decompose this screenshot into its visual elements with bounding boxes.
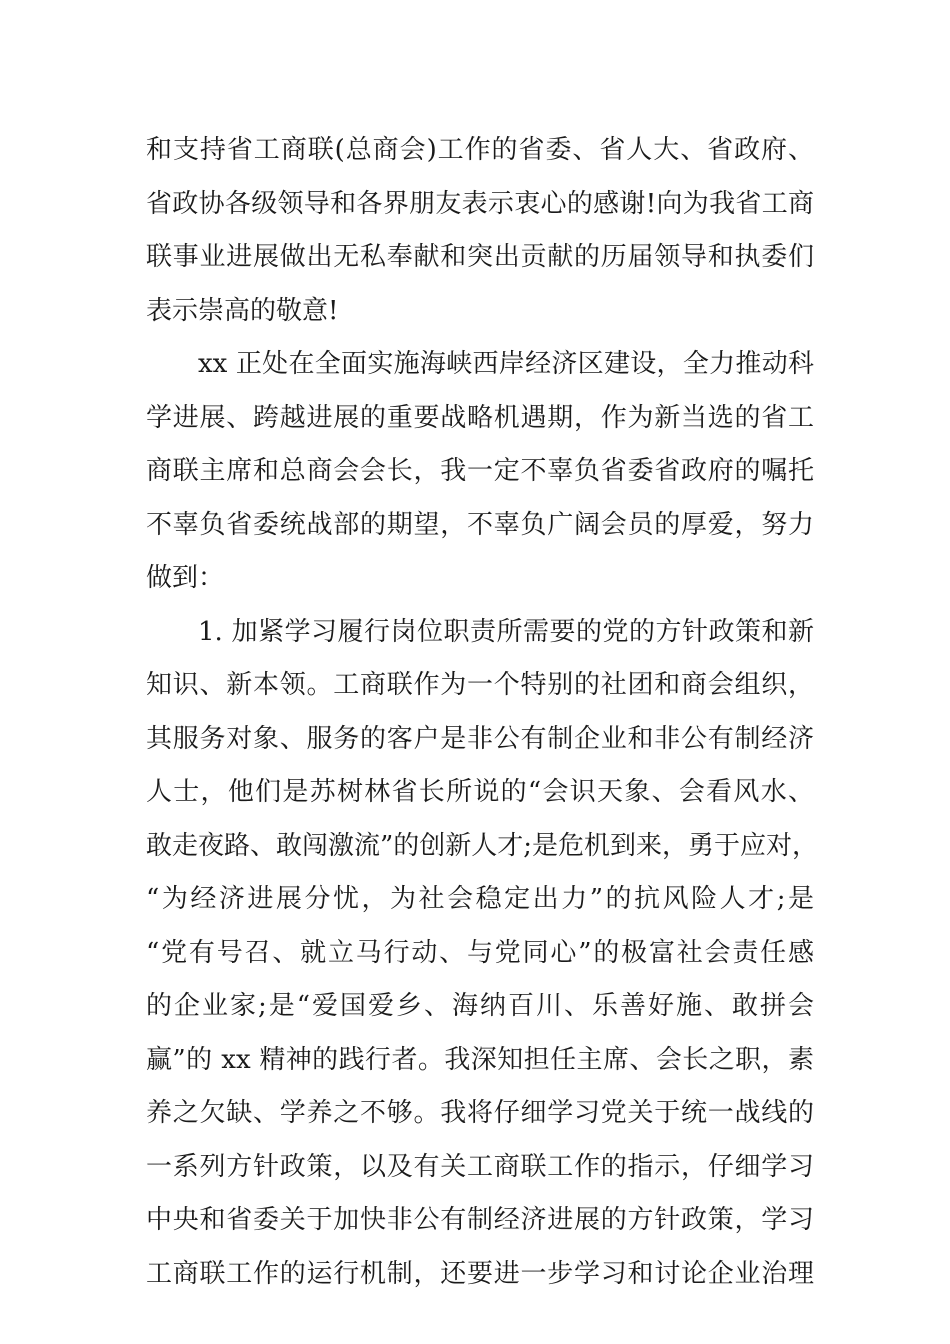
body-text bbox=[146, 124, 819, 1301]
text-line: 学进展、跨越进展的重要战略机遇期，作为新当选的省工 bbox=[146, 402, 814, 433]
text-line: 联事业进展做出无私奉献和突出贡献的历届领导和执委们 bbox=[146, 242, 814, 272]
text-line: 中央和省委关于加快非公有制经济进展的方针政策，学习 bbox=[146, 1205, 814, 1235]
text-line: 敢走夜路、敢闯激流”的创新人才;是危机到来，勇于应对， bbox=[146, 830, 819, 861]
text-line: 工商联工作的运行机制，还要进一步学习和讨论企业治理 bbox=[146, 1258, 814, 1289]
text-line: 养之欠缺、学养之不够。我将仔细学习党关于统一战线的 bbox=[146, 1098, 814, 1128]
text-line: xx 正处在全面实施海峡西岸经济区建设，全力推动科 bbox=[198, 349, 814, 379]
text-line: 知识、新本领。工商联作为一个特别的社团和商会组织， bbox=[146, 670, 814, 700]
text-line: 1. 加紧学习履行岗位职责所需要的党的方针政策和新 bbox=[198, 616, 814, 647]
text-line: 一系列方针政策，以及有关工商联工作的指示，仔细学习 bbox=[146, 1151, 814, 1182]
text-line: “党有号召、就立马行动、与党同心”的极富社会责任感 bbox=[146, 937, 814, 968]
text-line: 和支持省工商联(总商会)工作的省委、省人大、省政府、 bbox=[146, 135, 814, 165]
text-line: 做到： bbox=[146, 563, 225, 593]
text-line: 商联主席和总商会会长，我一定不辜负省委省政府的嘱托 bbox=[146, 456, 814, 486]
text-line: 表示崇高的敬意! bbox=[146, 295, 339, 326]
text-line: 赢”的 xx 精神的践行者。我深知担任主席、会长之职，素 bbox=[146, 1044, 814, 1075]
text-line: 人士，他们是苏树林省长所说的“会识天象、会看风水、 bbox=[146, 777, 814, 807]
text-line: 的企业家;是“爱国爱乡、海纳百川、乐善好施、敢拼会 bbox=[146, 991, 814, 1021]
text-line: 省政协各级领导和各界朋友表示衷心的感谢!向为我省工商 bbox=[146, 188, 814, 219]
text-line: 不辜负省委统战部的期望，不辜负广阔会员的厚爱，努力 bbox=[146, 509, 814, 540]
text-line: 其服务对象、服务的客户是非公有制企业和非公有制经济 bbox=[146, 723, 814, 754]
text-line: “为经济进展分忧，为社会稳定出力”的抗风险人才;是 bbox=[146, 884, 814, 914]
